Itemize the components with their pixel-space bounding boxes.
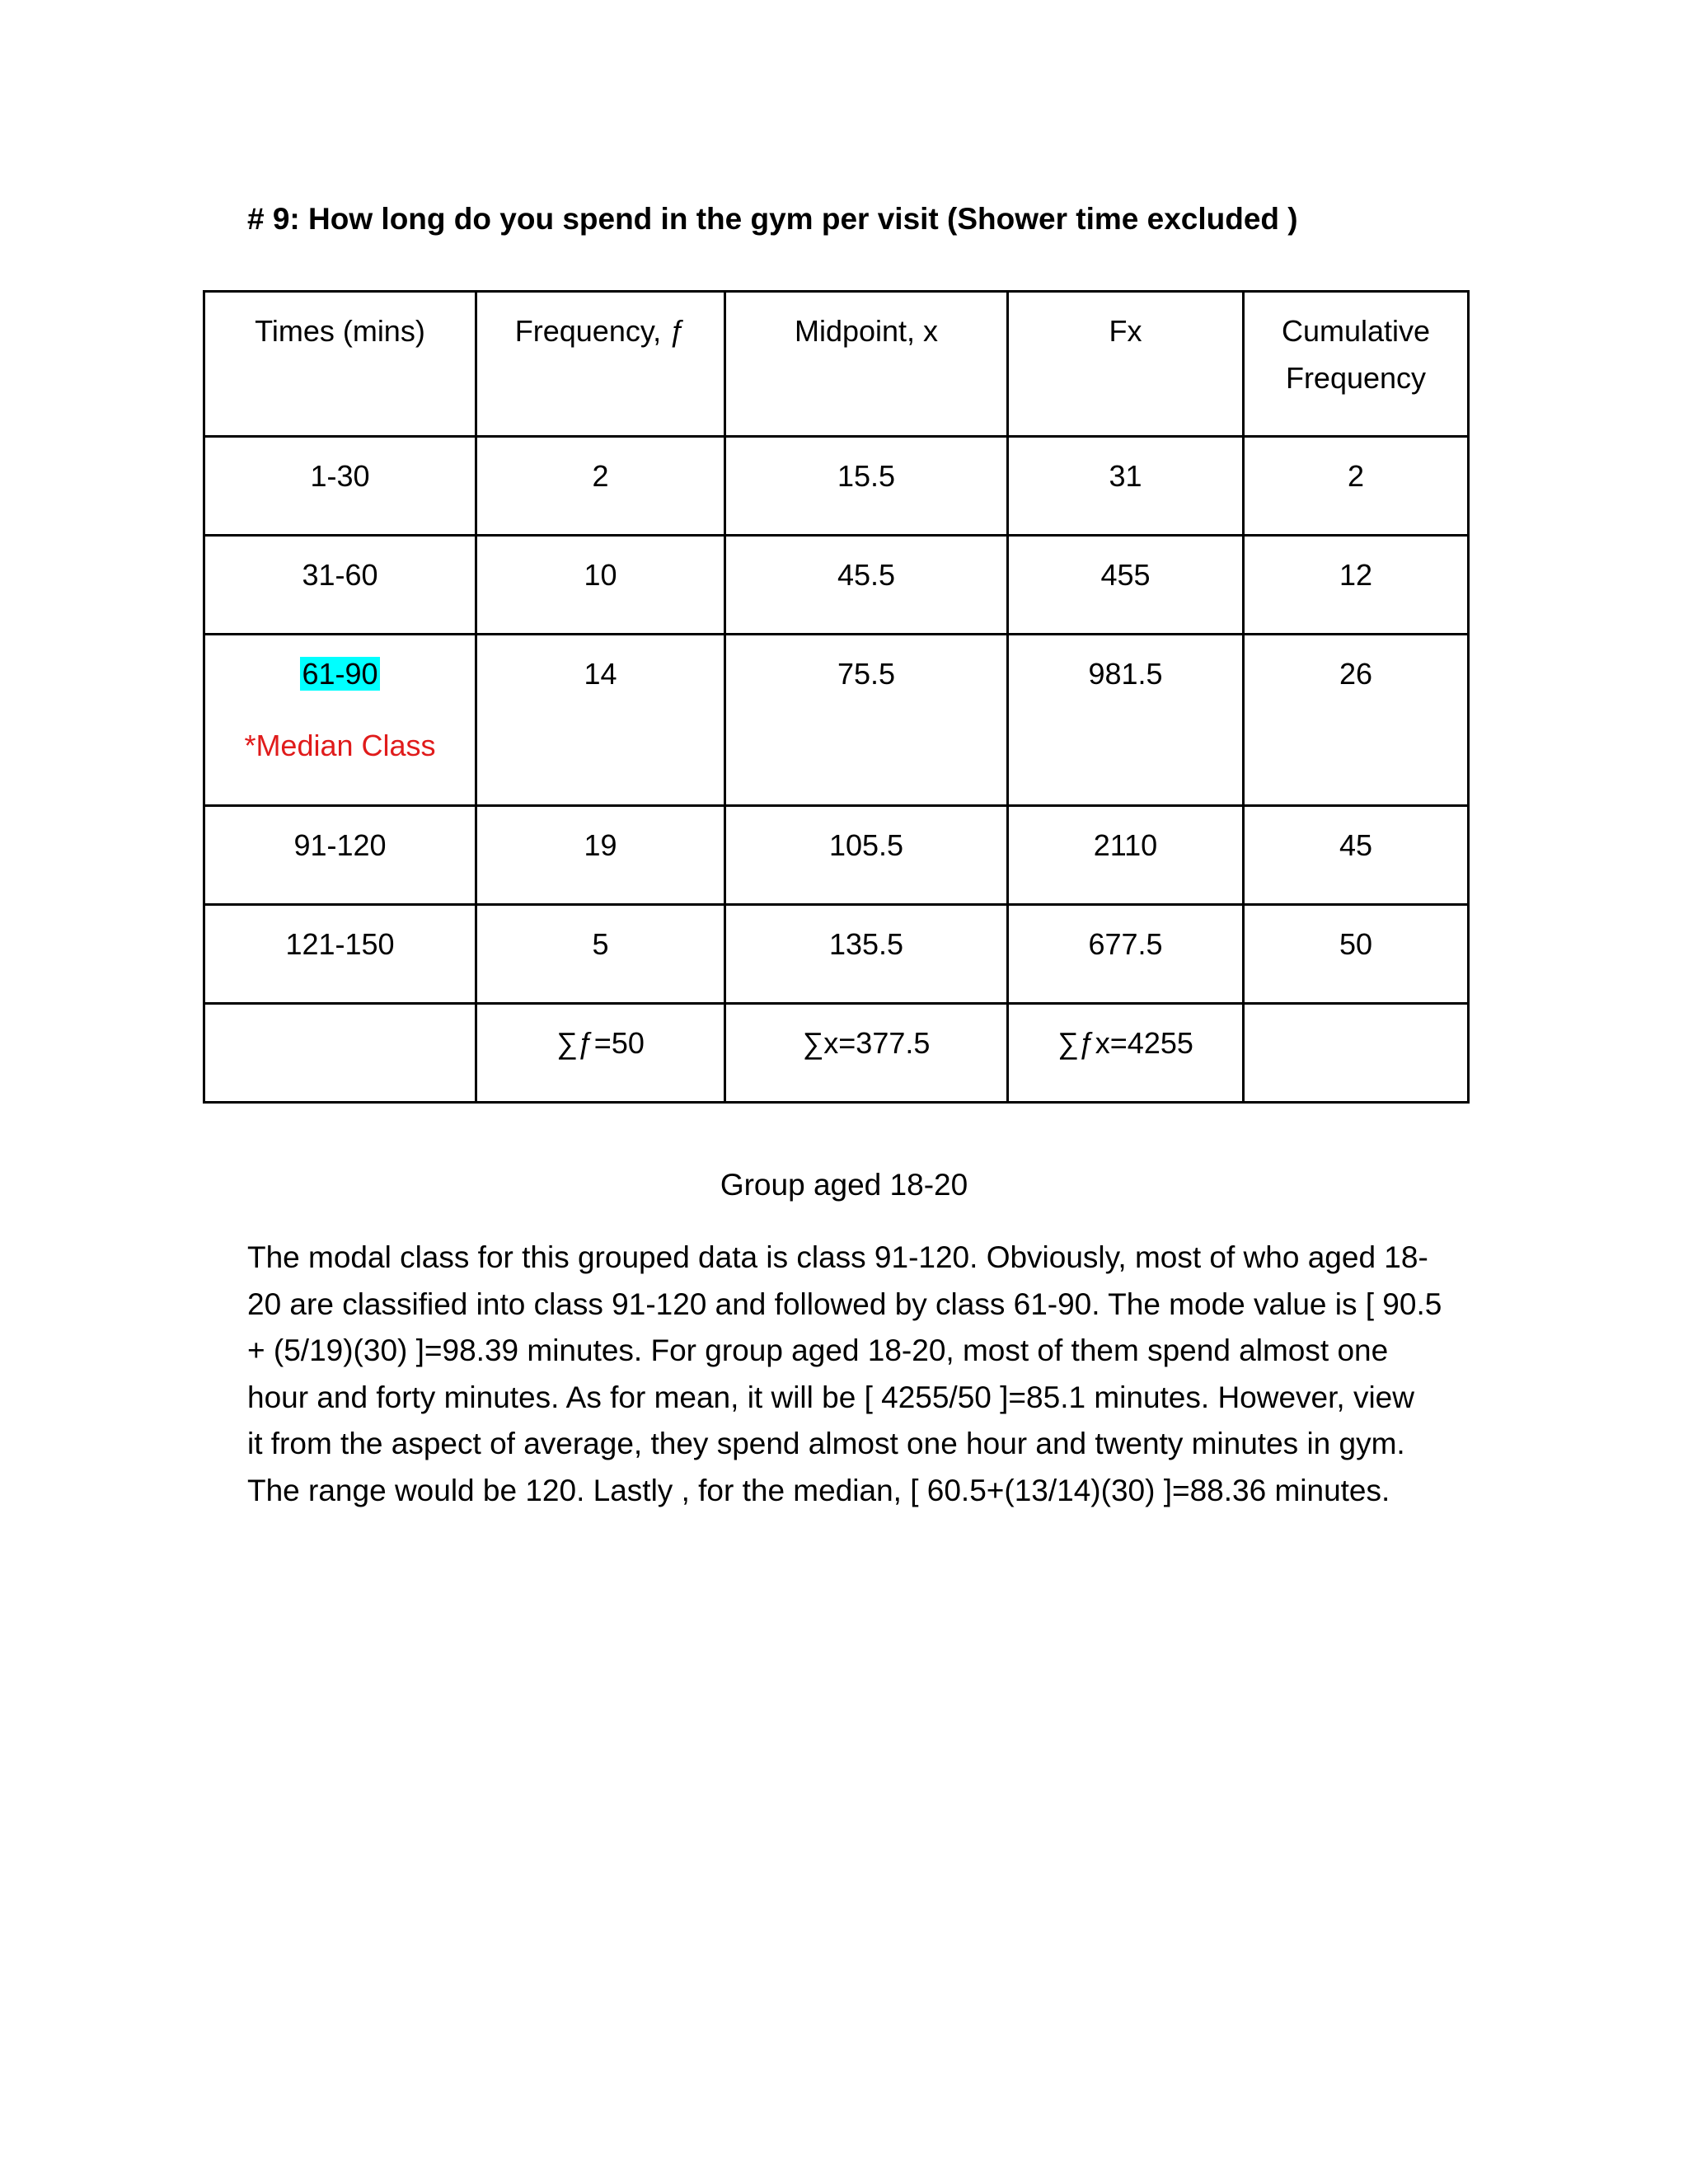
cell-midpoint: 45.5: [725, 536, 1008, 635]
cell-totals-empty: [1244, 1004, 1469, 1103]
cell-midpoint: 75.5: [725, 635, 1008, 806]
paragraph-line: + (5/19)(30) ]=98.39 minutes. For group aged 18-20, most of them spend almost one: [247, 1333, 1389, 1367]
table-row: [204, 437, 1469, 536]
cell-times: 31-60: [204, 536, 476, 635]
cell-fx: 677.5: [1008, 905, 1244, 1004]
cell-times: [204, 635, 476, 806]
cell-totals-empty: [204, 1004, 476, 1103]
question-title: # 9: How long do you spend in the gym per visit (Shower time excluded ): [247, 202, 1298, 236]
cell-cumulative: 45: [1244, 806, 1469, 905]
table-totals-row: [204, 1004, 1469, 1103]
header-times: Times (mins): [204, 292, 476, 437]
header-cumulative-frequency: [1244, 292, 1469, 437]
cell-sum-midpoint: ∑x=377.5: [725, 1004, 1008, 1103]
cell-fx: 31: [1008, 437, 1244, 536]
cell-times: 91-120: [204, 806, 476, 905]
header-frequency: Frequency, ƒ: [476, 292, 725, 437]
cell-fx: 981.5: [1008, 635, 1244, 806]
cell-times: 1-30: [204, 437, 476, 536]
cell-times: 121-150: [204, 905, 476, 1004]
paragraph-line: 20 are classified into class 91-120 and followed by class 61-90. The mode value is [ 90.5: [247, 1286, 1442, 1321]
table-row-median-class: [204, 635, 1469, 806]
cell-midpoint: 105.5: [725, 806, 1008, 905]
cell-cumulative: 12: [1244, 536, 1469, 635]
cell-midpoint: 135.5: [725, 905, 1008, 1004]
cell-sum-frequency: ∑ƒ=50: [476, 1004, 725, 1103]
cell-fx: 455: [1008, 536, 1244, 635]
cell-midpoint: 15.5: [725, 437, 1008, 536]
cell-frequency: 10: [476, 536, 725, 635]
highlighted-median-class: 61-90: [302, 657, 378, 691]
median-class-note: *Median Class: [244, 729, 436, 762]
header-cumulative-line2: Frequency: [1285, 361, 1427, 395]
cell-cumulative: 26: [1244, 635, 1469, 806]
analysis-paragraph: [247, 1235, 1451, 1514]
header-cumulative-line1: Cumulative: [1281, 314, 1431, 348]
paragraph-line: it from the aspect of average, they spend almost one hour and twenty minutes in gym.: [247, 1427, 1405, 1460]
frequency-table: [203, 290, 1470, 1104]
cell-cumulative: 50: [1244, 905, 1469, 1004]
table-header-row: [204, 292, 1469, 437]
paragraph-line: hour and forty minutes. As for mean, it will be [ 4255/50 ]=85.1 minutes. However, view: [247, 1380, 1414, 1414]
cell-fx: 2110: [1008, 806, 1244, 905]
table-row: [204, 536, 1469, 635]
cell-cumulative: 2: [1244, 437, 1469, 536]
header-fx: Fx: [1008, 292, 1244, 437]
paragraph-line: The modal class for this grouped data is class 91-120. Obviously, most of who aged 18-: [247, 1240, 1428, 1274]
group-caption: Group aged 18-20: [720, 1168, 968, 1202]
cell-frequency: 14: [476, 635, 725, 806]
cell-sum-fx: ∑ƒx=4255: [1008, 1004, 1244, 1103]
cell-frequency: 19: [476, 806, 725, 905]
cell-frequency: 5: [476, 905, 725, 1004]
cell-frequency: 2: [476, 437, 725, 536]
table-row: [204, 806, 1469, 905]
paragraph-line: The range would be 120. Lastly , for the median, [ 60.5+(13/14)(30) ]=88.36 minutes.: [247, 1473, 1390, 1507]
header-midpoint: Midpoint, x: [725, 292, 1008, 437]
table-row: [204, 905, 1469, 1004]
